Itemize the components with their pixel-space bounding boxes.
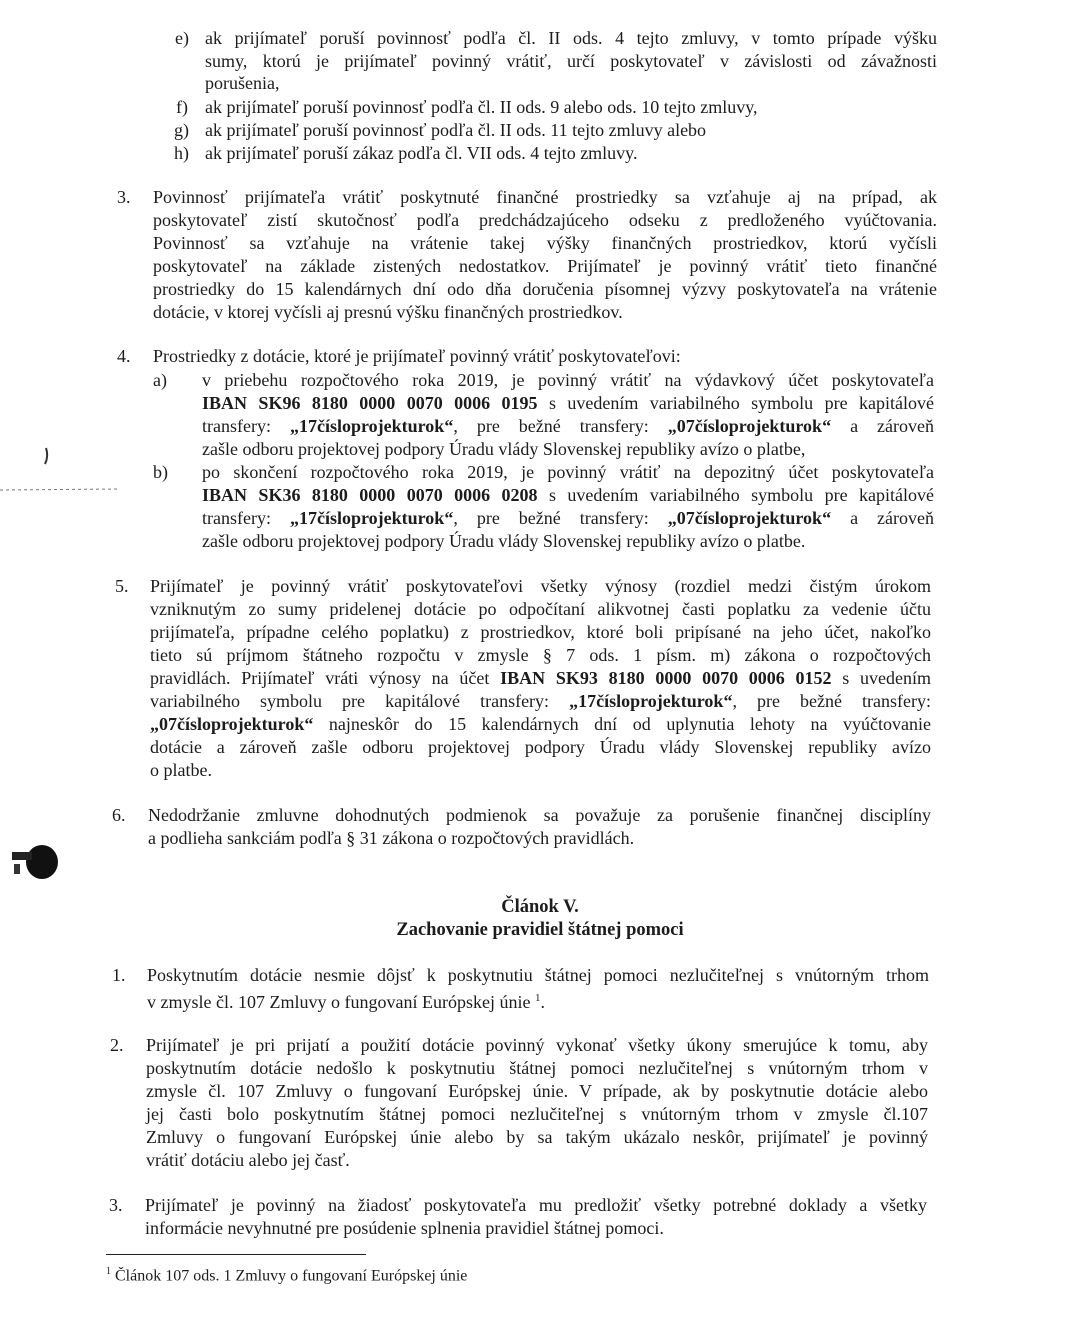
footnote: $^1$ Článok 107 ods. 1 Zmluvy o fungovaní Európskej únie — [106, 1266, 468, 1285]
article-number: Článok V. — [501, 897, 579, 917]
paragraph-5-line: o platbe. — [150, 760, 212, 780]
iban-account: IBAN SK36 8180 0000 0070 0006 0208 — [202, 485, 538, 505]
iban-account: IBAN SK93 8180 0000 0070 0006 0152 — [500, 668, 832, 688]
paragraph-5-line: dotácie a zároveň zašle odboru projektovej podpory Úradu vlády Slovenskej republiky avízo — [150, 737, 931, 757]
paragraph-6-number: 6. — [112, 805, 126, 825]
variable-symbol-capital: „17čísloprojekturok“ — [289, 508, 454, 528]
paragraph-4a-line1: v priebehu rozpočtového roka 2019, je povinný vrátiť na výdavkový účet poskytovateľa — [202, 370, 934, 390]
paragraph-4-intro: Prostriedky z dotácie, ktoré je prijímateľ povinný vrátiť poskytovateľovi: — [153, 346, 681, 366]
paragraph-4a-line2: IBAN SK96 8180 0000 0070 0006 0195 s uvedením variabilného symbolu pre kapitálové — [202, 393, 934, 413]
list-label-f: f) — [176, 97, 188, 117]
paragraph-5-line: tieto sú príjmom štátneho rozpočtu v zmysle § 7 ods. 1 písm. m) zákona o rozpočtových — [150, 645, 931, 665]
footnote-reference: 1 — [534, 992, 541, 1004]
paragraph-3-number: 3. — [117, 187, 131, 207]
article-paragraph-3-line: informácie nevyhnutné pre posúdenie splnenia pravidiel štátnej pomoci. — [145, 1218, 664, 1238]
variable-symbol-capital: „17čísloprojekturok“ — [569, 691, 733, 711]
variable-symbol-current: „07čísloprojekturok“ — [667, 416, 832, 436]
paragraph-5-line: Prijímateľ je povinný vrátiť poskytovateľovi všetky výnosy (rozdiel medzi čistým úrokom — [150, 576, 931, 596]
paragraph-4a-line4: zašle odboru projektovej podpory Úradu vlády Slovenskej republiky avízo o platbe, — [202, 439, 806, 459]
paragraph-3-line: dotácie, v ktorej vyčísli aj presnú výšku finančných prostriedkov. — [153, 302, 623, 322]
paragraph-3-line: poskytovateľ zistí skutočnosť podľa predchádzajúceho odseku z predloženého vyúčtovania. — [153, 210, 937, 230]
paragraph-5-line: pravidlách. Prijímateľ vráti výnosy na účet IBAN SK93 8180 0000 0070 0006 0152 s uvedením — [150, 668, 931, 688]
paragraph-4a-line3: transfery: „17čísloprojekturok“, pre bežné transfery: „07čísloprojekturok“ a zároveň — [202, 416, 935, 436]
list-item-e-line3: porušenia, — [205, 73, 280, 93]
list-label-h: h) — [174, 143, 189, 163]
paragraph-3-line: Povinnosť sa vzťahuje na vrátenie takej výšky finančných prostriedkov, ktorú vyčísli — [153, 233, 937, 253]
paragraph-4b-line3: transfery: „17čísloprojekturok“, pre bežné transfery: „07čísloprojekturok“ a zároveň — [202, 508, 935, 528]
list-item-f: ak prijímateľ poruší povinnosť podľa čl. II ods. 9 alebo ods. 10 tejto zmluvy, — [205, 97, 758, 117]
article-paragraph-2-number: 2. — [110, 1035, 124, 1055]
paragraph-4a-label: a) — [153, 370, 167, 390]
list-item-g: ak prijímateľ poruší povinnosť podľa čl. II ods. 11 tejto zmluvy alebo — [205, 120, 707, 140]
paragraph-5-line: vzniknutým zo sumy pridelenej dotácie po odpočítaní alikvotnej časti poplatku za vedenie účtu — [150, 599, 931, 619]
article-title: Zachovanie pravidiel štátnej pomoci — [396, 920, 684, 940]
paragraph-5-line: „07čísloprojekturok“ najneskôr do 15 kalendárnych dní od uplynutia lehoty na vyúčtovanie — [150, 714, 931, 734]
variable-symbol-current: „07čísloprojekturok“ — [150, 714, 314, 734]
list-item-e-line1: ak prijímateľ poruší povinnosť podľa čl. II ods. 4 tejto zmluvy, v tomto prípade výšku — [205, 28, 937, 48]
article-paragraph-1-line: Poskytnutím dotácie nesmie dôjsť k poskytnutiu štátnej pomoci nezlučiteľnej s vnútorným trhom — [147, 965, 929, 985]
paragraph-3-line: prostriedky do 15 kalendárnych dní odo dňa doručenia písomnej výzvy poskytovateľa na vrátenie — [153, 279, 937, 299]
list-item-e-line2: sumy, ktorú je prijímateľ povinný vrátiť, určí poskytovateľ v závislosti od závažnosti — [205, 51, 937, 71]
article-paragraph-3-number: 3. — [109, 1195, 123, 1215]
article-paragraph-1-line: v zmysle čl. 107 Zmluvy o fungovaní Európskej únie $^1$. — [147, 992, 545, 1012]
paragraph-6-line: Nedodržanie zmluvne dohodnutých podmienok sa považuje za porušenie finančnej disciplíny — [148, 805, 931, 825]
paragraph-5-line: variabilného symbolu pre kapitálové transfery: „17čísloprojekturok“, pre bežné transfery: — [150, 691, 931, 711]
list-label-g: g) — [174, 120, 189, 140]
paragraph-5-line: prijímateľa, prípadne celého poplatku) z prostriedkov, ktoré boli pripísané na jeho účet, nakoľko — [150, 622, 931, 642]
list-label-e: e) — [175, 28, 189, 48]
article-paragraph-2-line: poskytnutím dotácie nedošlo k poskytnutiu štátnej pomoci nezlučiteľnej s vnútorným trhom v — [146, 1058, 928, 1078]
article-paragraph-2-line: Zmluvy o fungovaní Európskej únie alebo by sa takým ukázalo neskôr, prijímateľ je povinný — [146, 1127, 928, 1147]
paragraph-3-line: Povinnosť prijímateľa vrátiť poskytnuté finančné prostriedky sa vzťahuje aj na prípad, ak — [153, 187, 937, 207]
paragraph-3-line: poskytovateľ na základe zistených nedostatkov. Prijímateľ je povinný vrátiť tieto finančné — [153, 256, 937, 276]
variable-symbol-capital: „17čísloprojekturok“ — [289, 416, 454, 436]
scan-artifact-mark — [0, 440, 130, 500]
article-paragraph-1-number: 1. — [112, 965, 126, 985]
paragraph-4b-line1: po skončení rozpočtového roka 2019, je povinný vrátiť na depozitný účet poskytovateľa — [202, 462, 934, 482]
iban-account: IBAN SK96 8180 0000 0070 0006 0195 — [202, 393, 538, 413]
article-paragraph-2-line: jej časti bolo poskytnutím štátnej pomoci nezlučiteľnej s vnútorným trhom v zmysle čl.107 — [146, 1104, 928, 1124]
paragraph-4b-line4: zašle odboru projektovej podpory Úradu vlády Slovenskej republiky avízo o platbe. — [202, 531, 806, 551]
article-paragraph-2-line: Prijímateľ je pri prijatí a použití dotácie povinný vykonať všetky úkony smerujúce k tomu, aby — [146, 1035, 928, 1055]
paragraph-5-number: 5. — [115, 576, 129, 596]
footnote-divider — [106, 1254, 366, 1255]
list-item-h: ak prijímateľ poruší zákaz podľa čl. VII ods. 4 tejto zmluvy. — [205, 143, 638, 163]
article-paragraph-2-line: zmysle čl. 107 Zmluvy o fungovaní Európskej únie. V prípade, ak by poskytnutie dotácie alebo — [146, 1081, 928, 1101]
article-paragraph-3-line: Prijímateľ je povinný na žiadosť poskytovateľa mu predložiť všetky potrebné doklady a všetky — [145, 1195, 927, 1215]
article-paragraph-2-line: vrátiť dotáciu alebo jej časť. — [146, 1150, 350, 1170]
paragraph-4-number: 4. — [117, 346, 131, 366]
paragraph-4b-line2: IBAN SK36 8180 0000 0070 0006 0208 s uvedením variabilného symbolu pre kapitálové — [202, 485, 934, 505]
footnote-mark: 1 — [106, 1266, 111, 1277]
scan-artifact-blot — [4, 838, 64, 888]
paragraph-4b-label: b) — [153, 462, 168, 482]
paragraph-6-line: a podlieha sankciám podľa § 31 zákona o rozpočtových pravidlách. — [148, 828, 635, 848]
variable-symbol-current: „07čísloprojekturok“ — [667, 508, 832, 528]
